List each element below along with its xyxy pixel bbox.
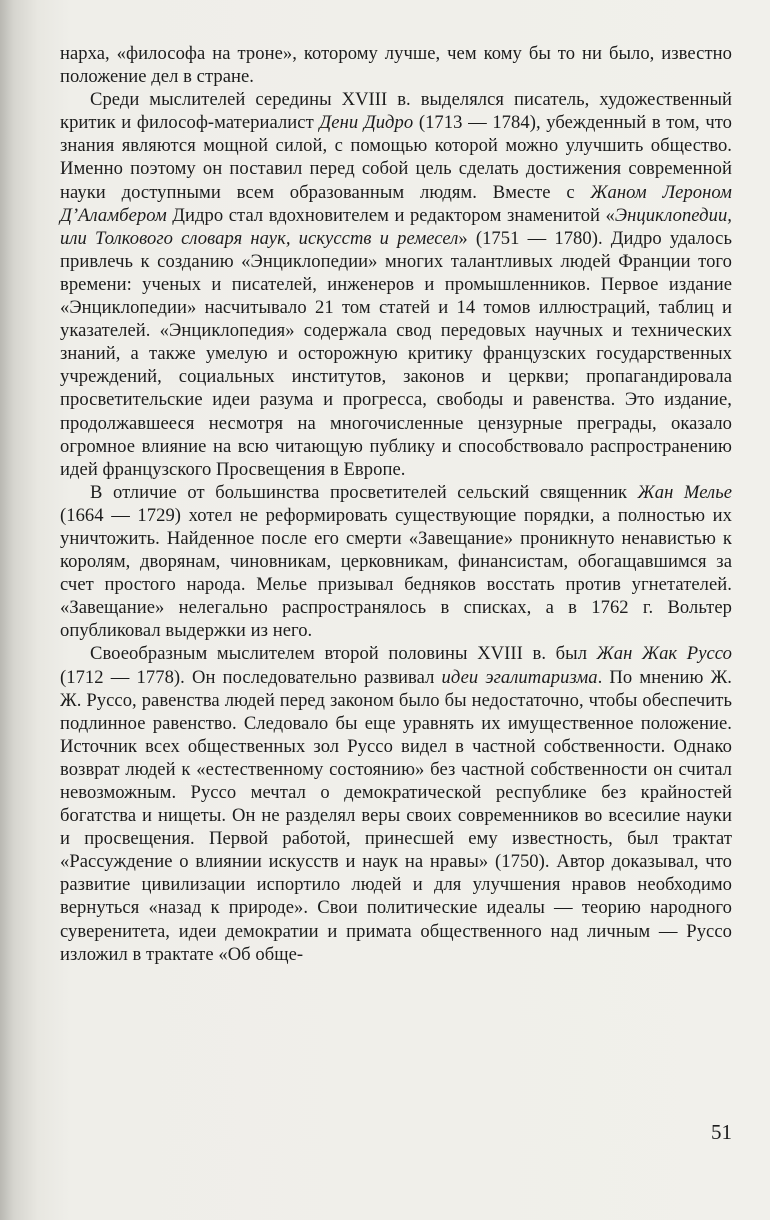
text-run: . По мнению Ж. Ж. Руссо, равенства людей перед законом было бы недостаточно, чтобы обеспечить подлинное равенство. Следовало бы еще уравнять их имущественное положение. Источник всех общественных зол Руссо видел в частной собственности. Однако возврат людей к «естественному состоянию» без частной собственности он считал невозможным. Руссо мечтал о демократической республике без крайностей богатства и нищеты. Он не разделял веры своих современников во всесилие науки и просвещения. Первой работой, принесшей ему известность, был трактат «Рассуждение о влиянии искусств и наук на нравы» (1750). Автор доказывал, что развитие цивилизации испортило людей и для улучшения нравов необходимо вернуться «назад к природе». Свои политические идеалы — теорию народного суверенитета, идеи демократии и примата общественного над личным — Руссо изложил в трактате «Об обще- (60, 666, 732, 965)
italic-text-run: идеи эгалитаризма (441, 666, 598, 688)
paragraph (60, 42, 732, 88)
text-run: Своеобразным мыслителем второй половины XVIII в. был (90, 643, 597, 665)
text-run: Среди мыслителей середины XVIII в. выделялся писатель, художественный критик и философ-материалист (60, 89, 732, 134)
italic-text-run: Жан Мелье (637, 481, 733, 503)
italic-text-run: Жан Жак Руссо (596, 643, 732, 665)
paragraph (60, 481, 732, 643)
text-run: (1712 — 1778). Он последовательно развивал (60, 666, 442, 688)
text-run: (1664 — 1729) хотел не реформировать существующие порядки, а полностью их уничтожить. Найденное после его смерти «Завещание» проникнуто ненавистью к королям, дворянам, чиновникам, церковникам, финансистам, обогащавшимся за счет простого народа. Мелье призывал бедняков восстать против угнетателей. «Завещание» нелегально распространялось в списках, а в 1762 г. Вольтер опубликовал выдержки из него. (60, 504, 732, 642)
paragraph (60, 642, 732, 965)
italic-text-run: Энциклопедии, или Толкового словаря наук, искусств и ремесел (60, 204, 732, 249)
text-run: » (1751 — 1780). Дидро удалось привлечь к созданию «Энциклопедии» многих талантливых людей Франции того времени: ученых и писателей, инженеров и промышленников. Первое издание «Энциклопедии» насчитывало 21 том статей и 14 томов иллюстраций, таблиц и указателей. «Энциклопедия» содержала свод передовых научных и технических знаний, а также умелую и осторожную критику французских государственных учреждений, социальных институтов, законов и церкви; пропагандировала просветительские идеи разума и прогресса, свободы и равенства. Это издание, продолжавшееся несмотря на многочисленные цензурные преграды, оказало огромное влияние на всю читающую публику и способствовало распространению идей французского Просвещения в Европе. (60, 227, 732, 480)
text-run: Дидро стал вдохновителем и редактором знаменитой « (166, 204, 615, 226)
text-run: (1713 — 1784), убежденный в том, что знания являются мощной силой, с помощью которой можно улучшить общество. Именно поэтому он поставил перед собой цель сделать достижения современной науки доступными всем образованным людям. Вместе с (60, 112, 733, 203)
italic-text-run: Дени Дидро (319, 112, 414, 134)
body-text (60, 42, 732, 966)
text-run: нарха, «философа на троне», которому лучше, чем кому бы то ни было, известно положение дел в стране. (60, 43, 732, 88)
text-run: В отличие от большинства просветителей сельский священник (90, 481, 638, 503)
italic-text-run: Жаном Лероном Д’Аламбером (60, 181, 732, 226)
page-number: 51 (711, 1120, 732, 1144)
paragraph (60, 88, 732, 481)
